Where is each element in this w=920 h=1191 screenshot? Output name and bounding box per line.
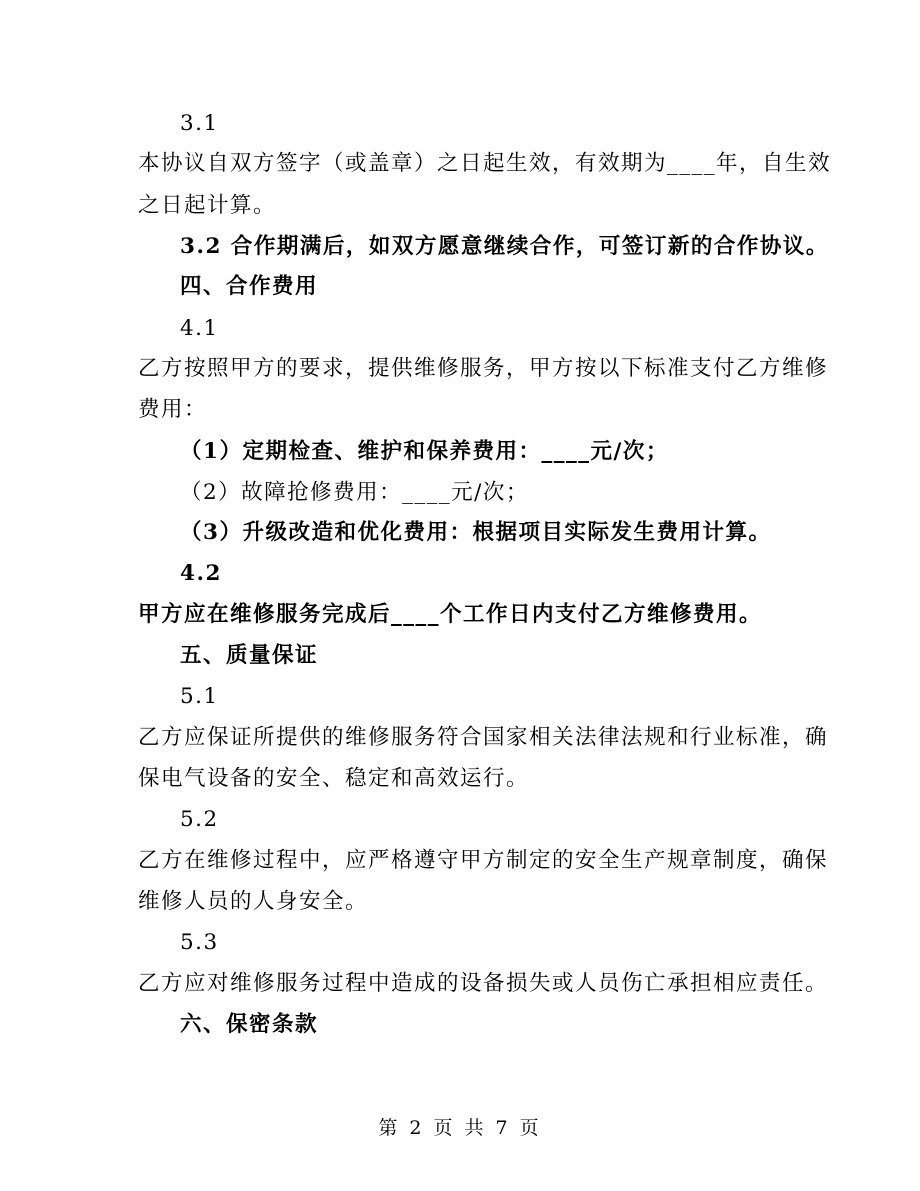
clause-3-2: 3.2 合作期满后，如双方愿意继续合作，可签订新的合作协议。 (180, 234, 829, 259)
fee-item-3: （3）升级改造和优化费用：根据项目实际发生费用计算。 (180, 520, 772, 545)
clause-5-3-number: 5.3 (180, 930, 219, 955)
clause-4-1-text: 乙方按照甲方的要求，提供维修服务，甲方按以下标准支付乙方维修 (138, 356, 829, 381)
fee-item-2: （2）故障抢修费用：____元/次； (180, 480, 529, 505)
clause-3-1-text: 本协议自双方签字（或盖章）之日起生效，有效期为____年，自生效 (138, 151, 832, 176)
clause-5-1-text-continued: 保电气设备的安全、稳定和高效运行。 (138, 766, 530, 791)
clause-4-1-text-continued: 费用： (138, 397, 208, 422)
section-heading-4: 四、合作费用 (180, 274, 319, 299)
section-heading-6: 六、保密条款 (180, 1012, 319, 1037)
clause-4-2-number: 4.2 (180, 561, 222, 586)
page-footer: 第 2 页 共 7 页 (378, 1117, 542, 1139)
clause-5-3-text: 乙方应对维修服务过程中造成的设备损失或人员伤亡承担相应责任。 (138, 971, 829, 996)
clause-5-2-text-continued: 维修人员的人身安全。 (138, 889, 369, 914)
clause-5-2-number: 5.2 (180, 807, 219, 832)
clause-5-1-number: 5.1 (180, 684, 219, 709)
clause-5-1-text: 乙方应保证所提供的维修服务符合国家相关法律法规和行业标准，确 (138, 725, 829, 750)
section-heading-5: 五、质量保证 (180, 643, 319, 668)
clause-5-2-text: 乙方在维修过程中，应严格遵守甲方制定的安全生产规章制度，确保 (138, 848, 829, 873)
fee-item-1: （1）定期检查、维护和保养费用：____元/次； (180, 439, 669, 464)
clause-4-2-text: 甲方应在维修服务完成后____个工作日内支付乙方维修费用。 (138, 602, 763, 627)
clause-4-1-number: 4.1 (180, 316, 219, 341)
clause-3-1-number: 3.1 (180, 111, 219, 136)
clause-3-1-text-continued: 之日起计算。 (138, 193, 277, 218)
